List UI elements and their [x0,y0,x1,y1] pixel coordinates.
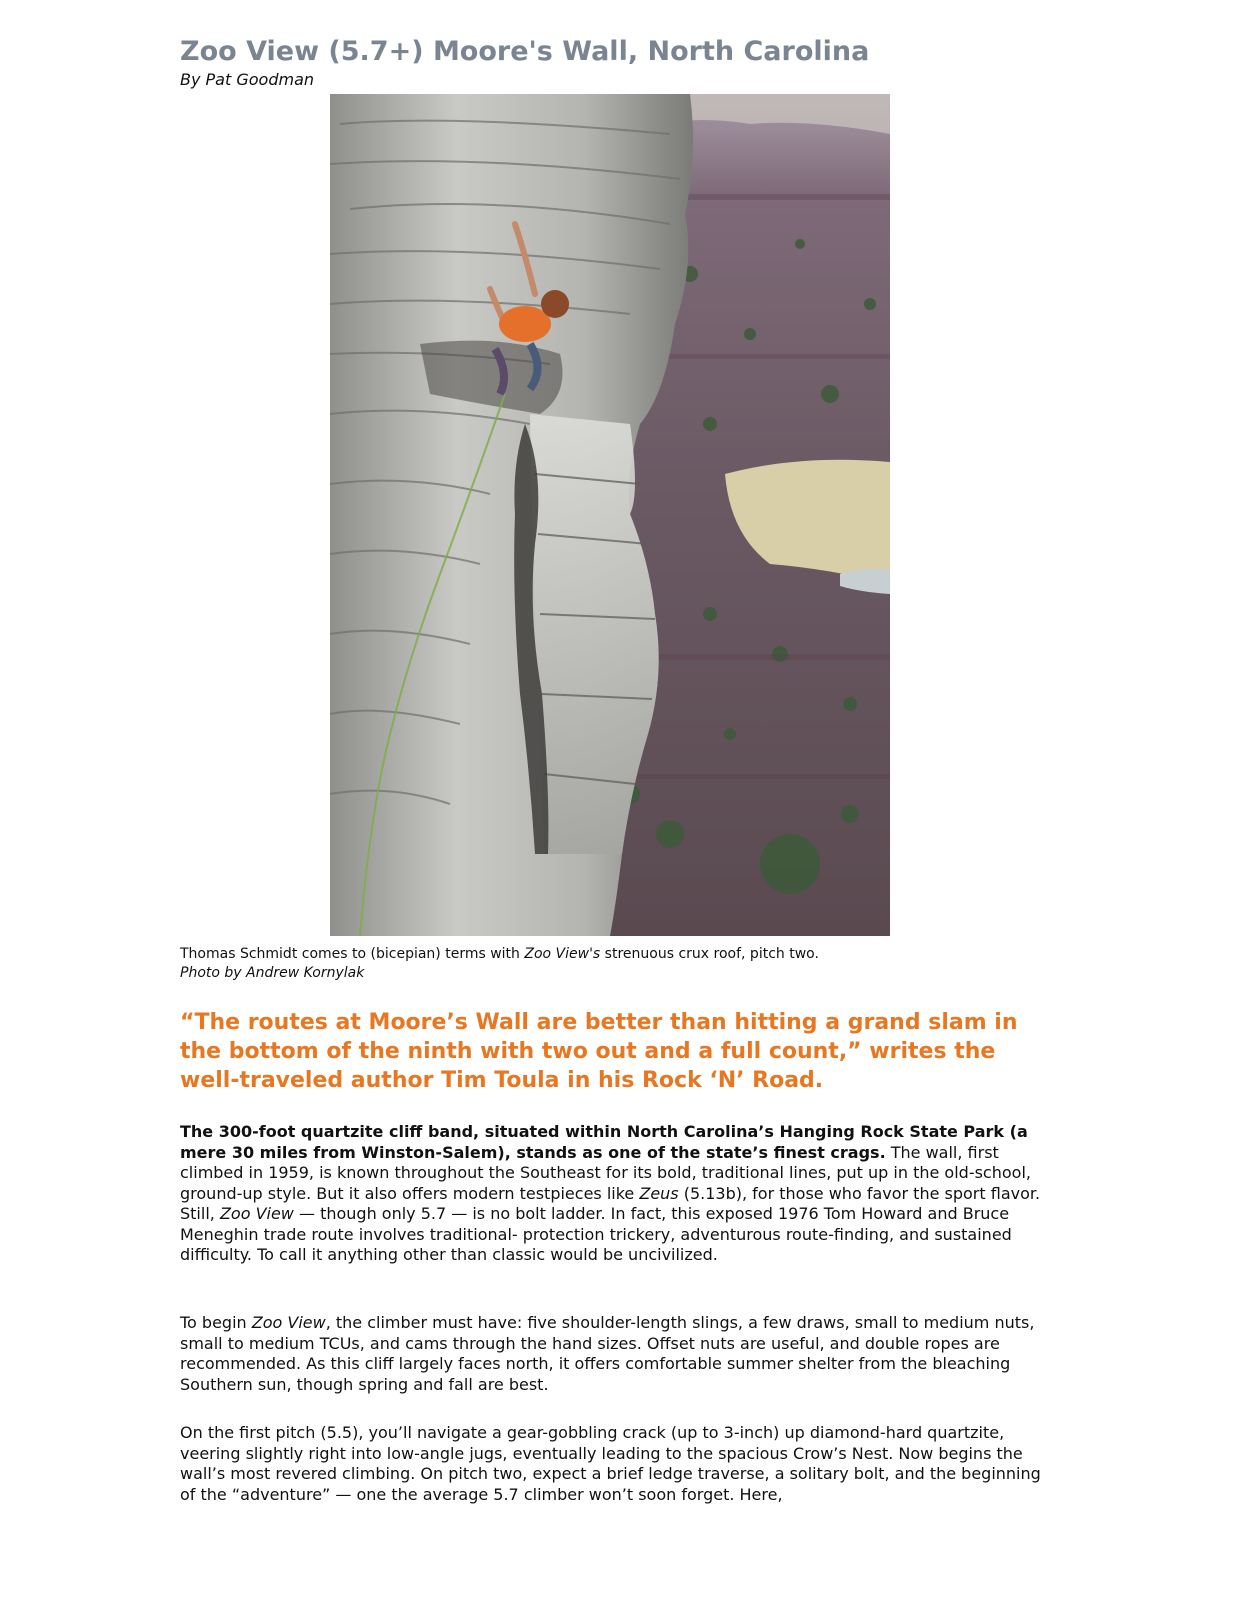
lead-sentence: The 300-foot quartzite cliff band, situated within North Carolina’s Hanging Rock State Park (a mere 30 miles from Winston-Salem), stands as one of the state’s finest crags. [180,1122,1028,1162]
p2-text-a: To begin [180,1313,252,1332]
p1-route-zoo-view: Zoo View [219,1204,294,1223]
climbing-photo [330,94,890,936]
p1-text-b: (5.13b), for those who favor the sport flavor. Still, [180,1183,1041,1223]
article-title: Zoo View (5.7+) Moore's Wall, North Carolina [180,36,870,67]
p1-route-zeus: Zeus [639,1183,679,1203]
body-paragraph-2 [180,1313,1056,1395]
caption-text-start: Thomas Schmidt comes to (bicepian) terms with [180,946,525,962]
p2-text-b: , the climber must have: five shoulder-length slings, a few draws, small to medium nuts, small to medium TCUs, and cams through the hand sizes. Offset nuts are useful, and double ropes are recommended. As this cliff largely faces north, it offers comfortable summer shelter from the bleaching Southern sun, though spring and fall are best. [180,1313,1035,1394]
photo-credit: Photo by Andrew Kornylak [180,965,365,981]
photo-caption [180,945,1060,983]
body-paragraph-3: On the first pitch (5.5), you’ll navigate a gear-gobbling crack (up to 3-inch) up diamond-hard quartzite, veering slightly right into low-angle jugs, eventually leading to the spacious Crow’s Nest. Now begins the wall’s most revered climbing. On pitch two, expect a brief ledge traverse, a solitary bolt, and the beginning of the “adventure” — one the average 5.7 climber won’t soon forget. Here, [180,1423,1041,1504]
p2-route-zoo-view: Zoo View [251,1313,326,1332]
caption-route-name: Zoo View's [524,946,601,962]
article-byline: By Pat Goodman [180,70,315,89]
climbing-photo-illustration [330,94,890,936]
p1-text-a: The wall, first climbed in 1959, is known throughout the Southeast for its bold, traditional lines, put up in the old-school, ground-up style. But it also offers modern testpieces like [180,1142,1031,1203]
caption-text-end: strenuous crux roof, pitch two. [600,946,819,962]
pull-quote: “The routes at Moore’s Wall are better than hitting a grand slam in the bottom of the ninth with two out and a full count,” writes the well-traveled author Tim Toula in his Rock ‘N’ Road. [180,1010,1018,1093]
p1-text-c: — though only 5.7 — is no bolt ladder. In fact, this exposed 1976 Tom Howard and Bruce Meneghin trade route involves traditional- protection trickery, adventurous route-finding, and sustained difficulty. To call it anything other than classic would be uncivilized. [180,1204,1012,1264]
body-paragraph-1 [180,1122,1056,1266]
